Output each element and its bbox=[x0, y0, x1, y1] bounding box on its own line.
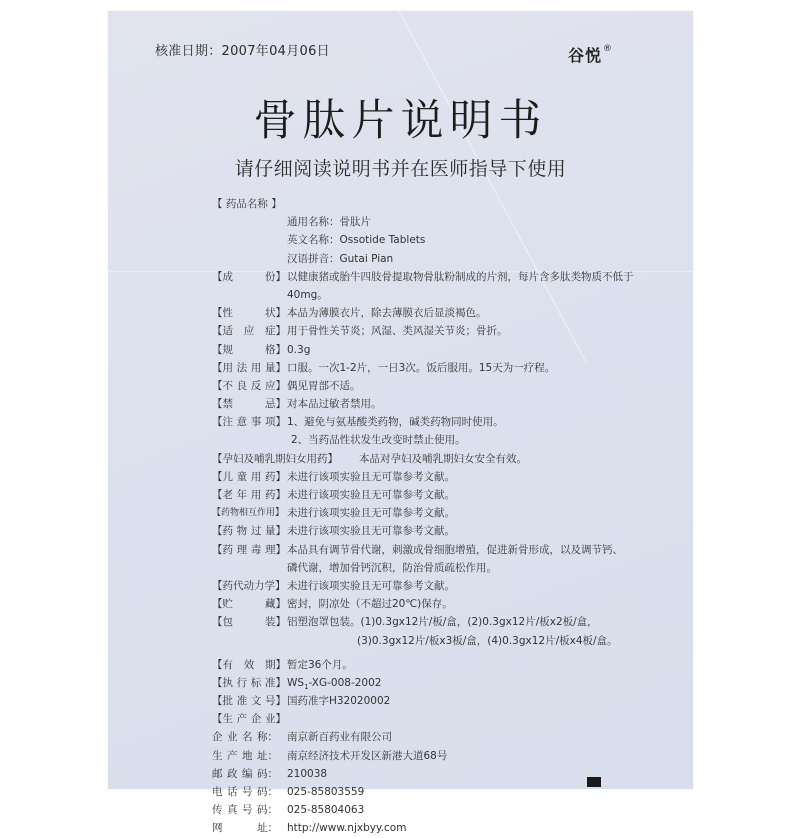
section-precautions bbox=[212, 413, 672, 431]
section-label: 【 药物相互作用 】 bbox=[212, 508, 285, 519]
standard-value: $WS_1-XG-008-2002$ bbox=[287, 676, 382, 691]
section-manufacturer bbox=[212, 710, 672, 728]
section-label: 【 药 理 毒 理 】 bbox=[212, 543, 286, 556]
section-label: 【 规 格 】 bbox=[212, 343, 286, 356]
document-title: 骨肽片说明书 bbox=[253, 96, 548, 146]
composition-cont bbox=[212, 286, 672, 304]
generic-name: 通用名称：骨肽片 bbox=[287, 216, 371, 229]
interactions-value: 未进行该项实验且无可靠参考文献。 bbox=[287, 507, 455, 520]
document-subtitle: 请仔细阅读说明书并在医师指导下使用 bbox=[234, 158, 567, 180]
section-pharmacokinetics bbox=[212, 577, 672, 595]
brand-name: 谷悦 bbox=[568, 46, 603, 65]
section-pediatric bbox=[212, 468, 672, 486]
section-label: 【 生 产 企 业 】 bbox=[212, 713, 286, 726]
overdose-value: 未进行该项实验且无可靠参考文献。 bbox=[287, 525, 455, 538]
section-label: 【 用 法 用 量 】 bbox=[212, 361, 286, 374]
section-approval-no bbox=[212, 692, 672, 710]
section-overdose bbox=[212, 522, 672, 540]
composition-value: 以健康猪或胎牛四肢骨提取物骨肽粉制成的片剂，每片含多肽类物质不低于 bbox=[287, 270, 634, 283]
company-label: 电 话 号 码： bbox=[212, 786, 278, 798]
company-postcode: 210038 bbox=[287, 767, 328, 780]
company-fax-row bbox=[212, 801, 672, 819]
company-label: 邮 政 编 码： bbox=[212, 767, 278, 780]
section-adverse bbox=[212, 377, 672, 395]
company-label: 企 业 名 称： bbox=[212, 731, 278, 744]
leaflet-paper bbox=[108, 11, 693, 835]
section-pregnancy bbox=[212, 450, 672, 468]
section-contraindications bbox=[212, 395, 672, 413]
section-label: 【 适 应 症 】 bbox=[212, 325, 286, 338]
composition-value-2: 40mg。 bbox=[287, 288, 328, 301]
pinyin-row bbox=[212, 250, 672, 268]
pharmacology-cont bbox=[212, 559, 672, 577]
section-label: 【 执 行 标 准 】 bbox=[212, 676, 286, 689]
company-postcode-row bbox=[212, 765, 672, 783]
pharmacology-value: 本品具有调节骨代谢，刺激成骨细胞增殖，促进新骨形成，以及调节钙、 bbox=[287, 543, 623, 556]
section-label: 【 药品名称 】 bbox=[212, 198, 282, 210]
package-value-2: (3)0.3gx12片/板x3板/盒，(4)0.3gx12片/板x4板/盒。 bbox=[357, 634, 618, 647]
company-website: http://www.njxbyy.com bbox=[287, 822, 407, 835]
section-label: 【 包 装 】 bbox=[212, 616, 286, 629]
section-composition bbox=[212, 268, 672, 286]
package-cont bbox=[212, 632, 672, 650]
section-label: 【 药代动力学 】 bbox=[212, 579, 286, 592]
section-label: 【 孕妇及哺乳期妇女用药 】 bbox=[212, 452, 338, 465]
company-phone: 025-85803559 bbox=[287, 786, 365, 798]
leaflet-body bbox=[212, 195, 672, 838]
section-interactions bbox=[212, 504, 672, 522]
company-address: 南京经济技术开发区新港大道68号 bbox=[287, 749, 448, 762]
company-label: 传 真 号 码： bbox=[212, 804, 278, 817]
pregnancy-value: 本品对孕妇及哺乳期妇女安全有效。 bbox=[359, 452, 527, 465]
company-phone-row bbox=[212, 783, 672, 801]
section-package bbox=[212, 613, 672, 631]
section-label: 【 禁 忌 】 bbox=[212, 398, 286, 411]
section-standard bbox=[212, 674, 672, 692]
pediatric-value: 未进行该项实验且无可靠参考文献。 bbox=[287, 470, 455, 483]
company-fax: 025-85804063 bbox=[287, 804, 365, 817]
section-label: 【 药 物 过 量 】 bbox=[212, 525, 286, 538]
generic-name-row bbox=[212, 213, 672, 231]
pharmacology-value-2: 磷代谢，增加骨钙沉积，防治骨质疏松作用。 bbox=[287, 561, 497, 574]
precautions-cont bbox=[212, 431, 672, 449]
company-address-row bbox=[212, 747, 672, 765]
dosage-value: 口服。一次1-2片，一日3次。饭后服用。15天为一疗程。 bbox=[287, 361, 556, 374]
section-label: 【 注 意 事 项 】 bbox=[212, 416, 286, 429]
section-label: 【 贮 藏 】 bbox=[212, 598, 286, 611]
section-indications bbox=[212, 322, 672, 340]
precautions-value-2: 2、当药品性状发生改变时禁止使用。 bbox=[291, 434, 466, 447]
section-geriatric bbox=[212, 486, 672, 504]
section-label: 【 老 年 用 药 】 bbox=[212, 489, 286, 501]
pinyin-name: 汉语拼音：Gutai Pian bbox=[287, 252, 394, 265]
shelf-life-value: 暂定36个月。 bbox=[287, 658, 353, 671]
pharmacokinetics-value: 未进行该项实验且无可靠参考文献。 bbox=[287, 579, 455, 592]
storage-value: 密封，阴凉处（不超过20℃)保存。 bbox=[287, 598, 453, 611]
specification-value: 0.3g bbox=[287, 343, 311, 356]
section-label: 【 成 份 】 bbox=[212, 270, 286, 283]
section-shelf-life bbox=[212, 656, 672, 674]
adverse-value: 偶见胃部不适。 bbox=[287, 379, 361, 392]
registered-mark: ® bbox=[603, 43, 614, 54]
precautions-value: 1、避免与氨基酸类药物，碱类药物同时使用。 bbox=[287, 416, 504, 429]
section-label: 【 儿 童 用 药 】 bbox=[212, 470, 286, 483]
company-name-row bbox=[212, 728, 672, 746]
section-dosage bbox=[212, 359, 672, 377]
section-drug-name bbox=[212, 195, 672, 213]
approval-date: 核准日期：2007年04月06日 bbox=[155, 44, 330, 59]
section-pharmacology bbox=[212, 541, 672, 559]
brand-logo bbox=[568, 43, 613, 66]
geriatric-value: 未进行该项实验且无可靠参考文献。 bbox=[287, 489, 455, 501]
section-label: 【 性 状 】 bbox=[212, 307, 286, 320]
section-label: 【 有 效 期 】 bbox=[212, 658, 286, 671]
company-label: 网 址： bbox=[212, 822, 278, 835]
company-website-row bbox=[212, 819, 672, 837]
indications-value: 用于骨性关节炎；风湿、类风湿关节炎；骨折。 bbox=[287, 325, 508, 338]
approval-no-value: 国药准字H32020002 bbox=[287, 695, 391, 708]
section-storage bbox=[212, 595, 672, 613]
company-label: 生 产 地 址： bbox=[212, 749, 278, 762]
print-registration-mark bbox=[587, 777, 601, 787]
english-name-row bbox=[212, 231, 672, 249]
description-value: 本品为薄膜衣片，除去薄膜衣后显淡褐色。 bbox=[287, 307, 487, 320]
english-name: 英文名称：Ossotide Tablets bbox=[287, 234, 426, 247]
section-label: 【 批 准 文 号 】 bbox=[212, 695, 286, 708]
company-name: 南京新百药业有限公司 bbox=[287, 731, 392, 744]
section-specification bbox=[212, 341, 672, 359]
package-value: 铝塑泡罩包装。(1)0.3gx12片/板/盒，(2)0.3gx12片/板x2板/盒， bbox=[287, 616, 598, 629]
section-label: 【 不 良 反 应 】 bbox=[212, 379, 286, 392]
contraindications-value: 对本品过敏者禁用。 bbox=[287, 398, 382, 411]
section-description bbox=[212, 304, 672, 322]
